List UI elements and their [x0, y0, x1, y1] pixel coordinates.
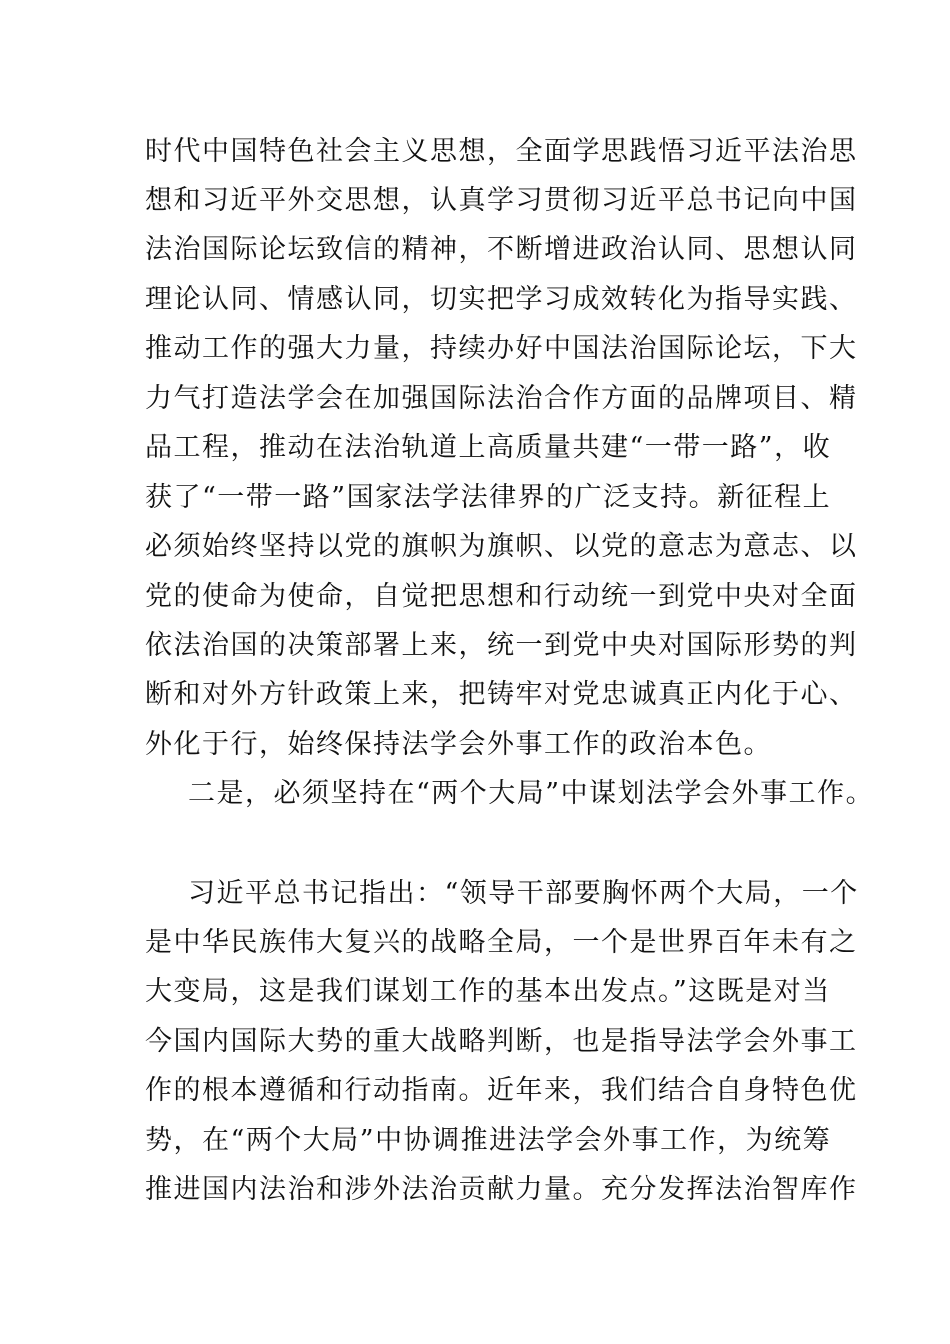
paragraph-2-line-4: 今国内国际大势的重大战略判断，也是指导法学会外事工 [145, 1026, 858, 1057]
paragraph-2-line-3: 大变局，这是我们谋划工作的基本出发点。”这既是对当 [145, 976, 831, 1007]
paragraph-1-line-4: 理论认同、情感认同，切实把学习成效转化为指导实践、 [145, 284, 858, 315]
paragraph-1-line-3: 法治国际论坛致信的精神，不断增进政治认同、思想认同 [145, 234, 858, 265]
paragraph-1-line-7: 品工程，推动在法治轨道上高质量共建“一带一路”，收 [145, 432, 832, 463]
paragraph-1-line-6: 力气打造法学会在加强国际法治合作方面的品牌项目、精 [145, 383, 858, 414]
paragraph-1-line-2: 想和习近平外交思想，认真学习贯彻习近平总书记向中国 [145, 185, 858, 216]
paragraph-1-line-1: 时代中国特色社会主义思想，全面学思践悟习近平法治思 [145, 136, 858, 167]
paragraph-1-line-9: 必须始终坚持以党的旗帜为旗帜、以党的意志为意志、以 [145, 531, 858, 562]
paragraph-1-line-10: 党的使命为使命，自觉把思想和行动统一到党中央对全面 [145, 581, 858, 612]
paragraph-1-line-5: 推动工作的强大力量，持续办好中国法治国际论坛，下大 [145, 333, 858, 364]
paragraph-1-line-8: 获了“一带一路”国家法学法律界的广泛支持。新征程上 [145, 482, 832, 513]
paragraph-2-line-6: 势，在“两个大局”中协调推进法学会外事工作，为统筹 [145, 1125, 832, 1156]
paragraph-2-line-7: 推进国内法治和涉外法治贡献力量。充分发挥法治智库作 [145, 1174, 858, 1205]
paragraph-1-line-11: 依法治国的决策部署上来，统一到党中央对国际形势的判 [145, 630, 858, 661]
paragraph-1-line-13: 外化于行，始终保持法学会外事工作的政治本色。 [145, 729, 772, 760]
paragraph-2-line-5: 作的根本遵循和行动指南。近年来，我们结合自身特色优 [145, 1075, 858, 1106]
paragraph-1-line-12: 断和对外方针政策上来，把铸牢对党忠诚真正内化于心、 [145, 679, 858, 710]
section-heading-2: 二是，必须坚持在“两个大局”中谋划法学会外事工作。 [188, 778, 875, 809]
paragraph-2-line-1: 习近平总书记指出：“领导干部要胸怀两个大局，一个 [188, 878, 859, 909]
paragraph-2-line-2: 是中华民族伟大复兴的战略全局，一个是世界百年未有之 [145, 927, 858, 958]
